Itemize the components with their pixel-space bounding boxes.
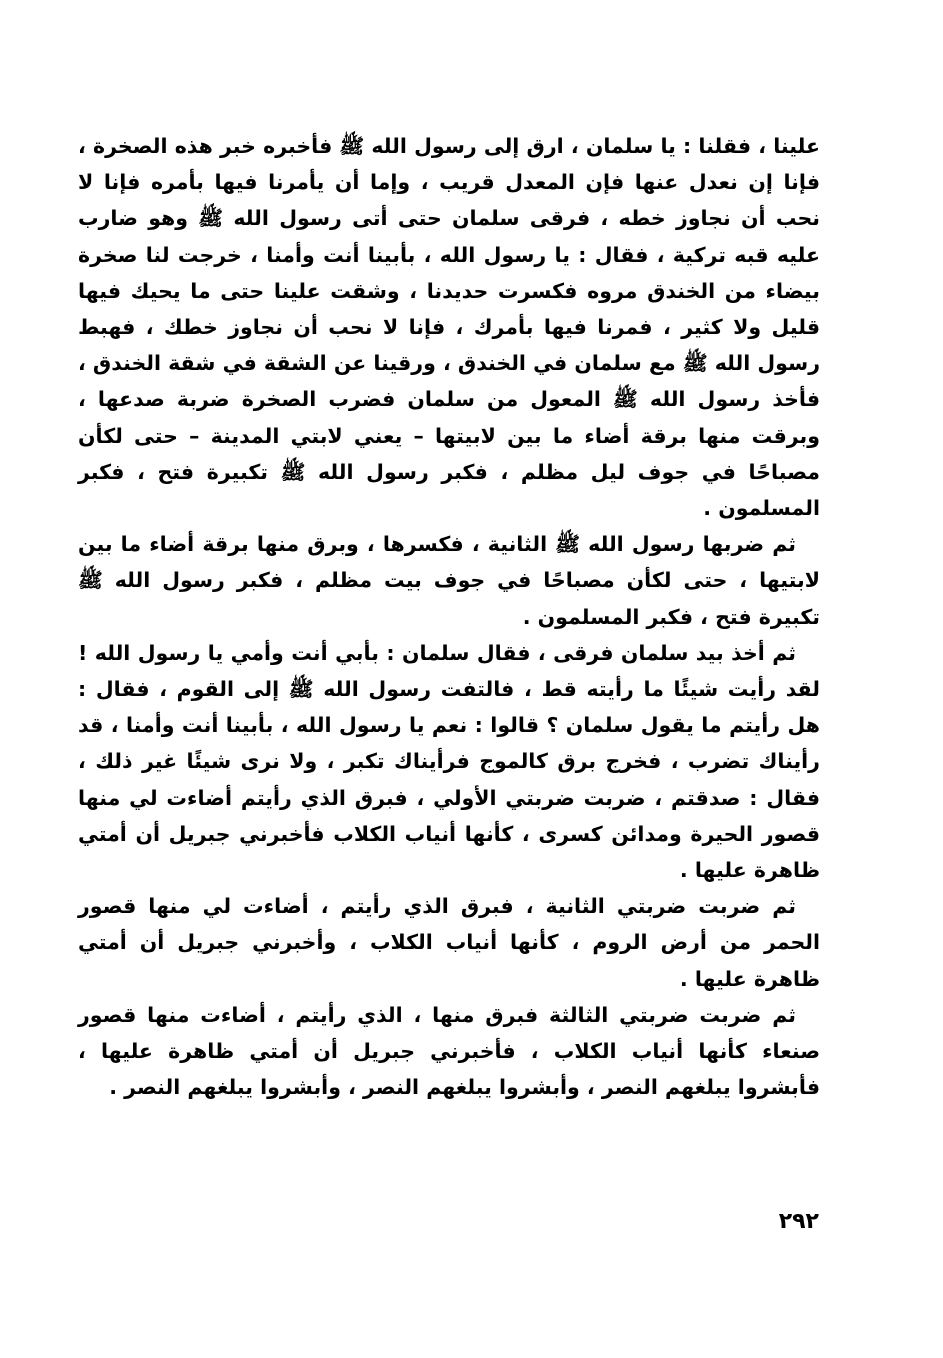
paragraph: علينا ، فقلنا : يا سلمان ، ارق إلى رسول الله ﷺ فأخبره خبر هذه الصخرة ، فإنا إن نعدل عنها فإن المعدل قريب ، وإما أن يأمرنا فيها بأمره فإنا لا نحب أن نجاوز خطه ، فرقى سلمان حتى أتى رسول الله ﷺ وهو ضارب عليه قبه تركية ، فقال : يا رسول الله ، بأبينا أنت وأمنا ، خرجت لنا صخرة بيضاء من الخندق مروه فكسرت حديدنا ، وشقت علينا حتى ما يحيك فيها قليل ولا كثير ، فمرنا فيها بأمرك ، فإنا لا نحب أن نجاوز خطك ، فهبط رسول الله ﷺ مع سلمان في الخندق ، ورقينا عن الشقة في شقة الخندق ، فأخذ رسول الله ﷺ المعول من سلمان فضرب الصخرة ضربة صدعها ، وبرقت منها برقة أضاء ما بين لابيتها – يعني لابتي المدينة – حتى لكأن مصباحًا في جوف ليل مظلم ، فكبر رسول الله ﷺ تكبيرة فتح ، فكبر المسلمون . <box>78 134 820 521</box>
page-body <box>78 128 820 1328</box>
page-number: ٢٩٢ <box>778 1209 819 1234</box>
paragraph: ثم ضربها رسول الله ﷺ الثانية ، فكسرها ، وبرق منها برقة أضاء ما بين لابتيها ، حتى لكأن مصباحًا في جوف بيت مظلم ، فكبر رسول الله ﷺ تكبيرة فتح ، فكبر المسلمون . <box>78 532 820 629</box>
paragraph: ثم ضربت ضربتي الثانية ، فبرق الذي رأيتم ، أضاءت لي منها قصور الحمر من أرض الروم ، كأنها أنياب الكلاب ، وأخبرني جبريل أن أمتي ظاهرة عليها . <box>78 894 820 991</box>
paragraph: ثم أخذ بيد سلمان فرقى ، فقال سلمان : بأبي أنت وأمي يا رسول الله ! لقد رأيت شيئًا ما رأيته قط ، فالتفت رسول الله ﷺ إلى القوم ، فقال : هل رأيتم ما يقول سلمان ؟ قالوا : نعم يا رسول الله ، بأبينا أنت وأمنا ، قد رأيناك تضرب ، فخرج برق كالموج فرأيناك تكبر ، ولا نرى شيئًا غير ذلك ، فقال : صدقتم ، ضربت ضربتي الأولي ، فبرق الذي رأيتم أضاءت لي منها قصور الحيرة ومدائن كسرى ، كأنها أنياب الكلاب فأخبرني جبريل أن أمتي ظاهرة عليها . <box>78 640 820 883</box>
paragraph: ثم ضربت ضربتي الثالثة فبرق منها ، الذي رأيتم ، أضاءت منها قصور صنعاء كأنها أنياب الكلاب ، فأخبرني جبريل أن أمتي ظاهرة عليها ، فأبشروا يبلغهم النصر ، وأبشروا يبلغهم النصر ، وأبشروا يبلغهم النصر . <box>78 1002 820 1100</box>
